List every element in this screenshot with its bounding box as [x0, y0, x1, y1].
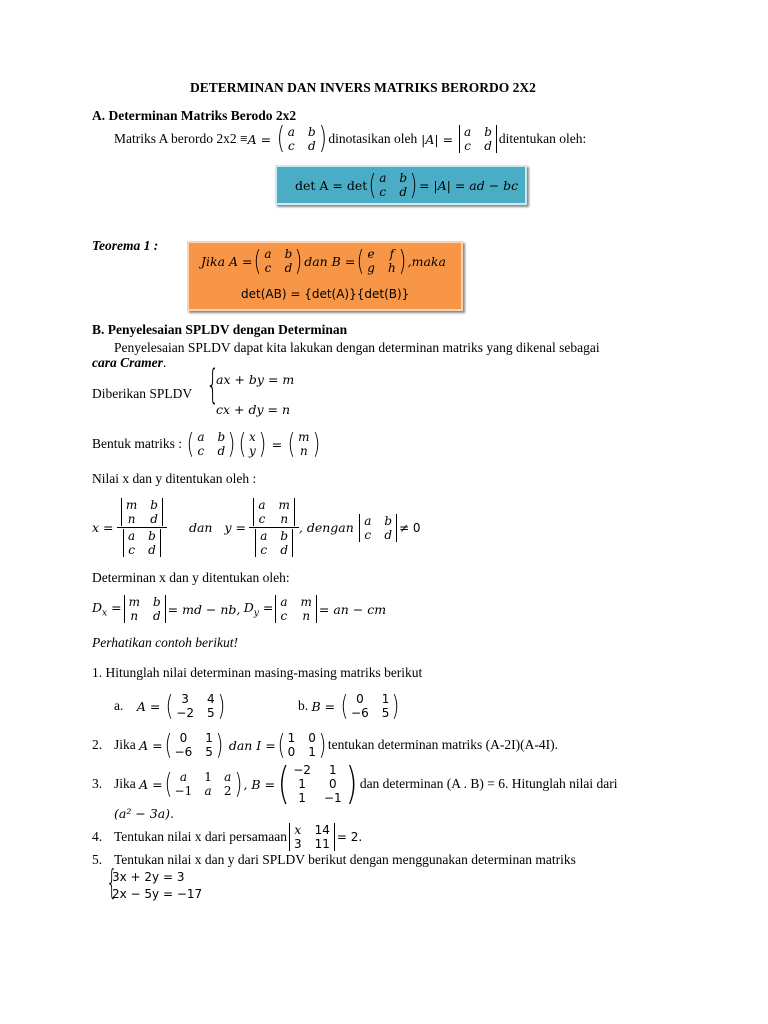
exercise-5: 5. Tentukan nilai x dan y dari SPLDV berikut dengan menggunakan determinan matriks: [92, 852, 576, 867]
theorem-jika: Jika A =: [201, 253, 253, 269]
exercise-3: 3. Jika A = ( a 1 a −1 a 2 ) , B = ( −2 1 1 0 1 −1 ) dan determinan (A . B) = 6. Hitunglah nilai dari: [92, 758, 618, 809]
theorem-line2: det(AB) = {det(A)}{det(B)}: [241, 287, 410, 301]
exercise-3-line2: (a² − 3a).: [114, 806, 175, 821]
box-formula-right: = |A| = ad − bc: [418, 177, 519, 193]
page-title: DETERMINAN DAN INVERS MATRIKS BERORDO 2X2: [190, 80, 536, 95]
matrix-A: ( a b c d ): [276, 121, 327, 156]
math-abs-A: |A| =: [417, 131, 458, 147]
intro-text-before: Matriks A berordo 2x2 ≡: [114, 131, 248, 146]
spldv-eq1: ax + by = m: [216, 372, 295, 387]
bentuk-label: Bentuk matriks :: [92, 436, 182, 451]
section-b-para2: cara Cramer.: [92, 355, 167, 370]
intro-text-mid: dinotasikan oleh: [328, 131, 418, 146]
matrix-form: Bentuk matriks : ( a b c d ) ( x y ) = ( m n ): [92, 427, 320, 460]
theorem-label: Teorema 1 :: [92, 238, 159, 253]
cara-cramer: cara Cramer: [92, 355, 163, 370]
det-dx: m b n d: [124, 595, 166, 623]
box-matrix: ( a b c d ): [368, 168, 418, 201]
matrix-1a: ( 3 4 −2 5 ): [165, 689, 225, 722]
matrix-3B: ( −2 1 1 0 1 −1 ): [277, 758, 358, 809]
theorem-matrix-A: ( a b c d ): [254, 244, 303, 277]
det-coef: a b c d: [359, 514, 397, 542]
q5-eq2: 2x − 5y = −17: [112, 887, 203, 901]
theorem-box: [187, 241, 463, 311]
exercise-2: 2. Jika A = ( 0 1 −6 5 ) dan I = ( 1 0 0 1 ) tentukan determinan matriks (A-2I)(A-4I).: [92, 728, 559, 761]
perhatikan-text: Perhatikan contoh berikut!: [92, 635, 238, 650]
dx-dy-formulas: $D_x$ = m b n d = md − nb, $D_y$ = a m c n = an − cm: [92, 595, 387, 623]
section-b-para1: Penyelesaian SPLDV dapat kita lakukan dengan determinan matriks yang dikenal sebagai: [114, 340, 600, 355]
exercise-1b: b. B = ( 0 1 −6 5 ): [298, 689, 400, 722]
neq-zero: ≠ 0: [399, 520, 421, 535]
intro-text-after: ditentukan oleh:: [498, 131, 587, 146]
exercise-4: 4. Tentukan nilai x dari persamaan x 14 3 11 = 2.: [92, 822, 363, 851]
q5-eq1: 3x + 2y = 3: [112, 870, 185, 884]
given-spldv-label: Diberikan SPLDV: [92, 386, 193, 401]
dengan-text: , dengan: [298, 520, 354, 535]
math-A-eq: A =: [247, 131, 276, 147]
exercise-1a: a. A = ( 3 4 −2 5 ): [114, 689, 225, 722]
matrix-2I: ( 1 0 0 1 ): [277, 728, 327, 761]
theorem-matrix-B: ( e f g h ): [356, 244, 406, 277]
dy-result: = an − cm: [318, 601, 387, 617]
determinan-label: Determinan x dan y ditentukan oleh:: [92, 570, 290, 585]
q5-brace: {: [106, 863, 118, 903]
dan-text: dan: [188, 520, 213, 535]
det-A: a b c d: [459, 125, 497, 153]
cramer-formulas: [92, 498, 421, 557]
theorem-maka: ,maka: [407, 253, 446, 269]
x-eq: x =: [92, 520, 114, 535]
y-eq: y =: [224, 520, 246, 535]
const-vector: ( m n ): [287, 427, 320, 460]
theorem-dan-B: dan B =: [304, 253, 356, 269]
coef-matrix: ( a b c d ): [187, 427, 236, 460]
determinant-formula-box: [275, 165, 527, 205]
section-a-heading: A. Determinan Matriks Berodo 2x2: [92, 108, 297, 123]
spldv-eq2: cx + dy = n: [216, 402, 291, 417]
y-fraction: a m c n a b c d: [249, 498, 299, 557]
det-dy: a m c n: [275, 595, 317, 623]
x-fraction: m b n d a b c d: [117, 498, 167, 557]
matrix-3A: ( a 1 a −1 a 2 ): [164, 767, 242, 800]
section-a-intro: [114, 121, 587, 156]
matrix-2A: ( 0 1 −6 5 ): [164, 728, 224, 761]
exercise-1: 1. Hitunglah nilai determinan masing-masing matriks berikut: [92, 665, 423, 680]
matrix-A-grid: a b c d: [287, 125, 316, 153]
dx-result: = md − nb,: [167, 601, 241, 617]
nilai-label: Nilai x dan y ditentukan oleh :: [92, 471, 257, 486]
spldv-brace: {: [206, 362, 220, 408]
var-vector: ( x y ): [238, 427, 267, 460]
box-formula-left: det A = det: [295, 177, 368, 193]
det-4: x 14 3 11: [289, 823, 335, 851]
section-b-heading: B. Penyelesaian SPLDV dengan Determinan: [92, 322, 348, 337]
matrix-1b: ( 0 1 −6 5 ): [340, 689, 400, 722]
